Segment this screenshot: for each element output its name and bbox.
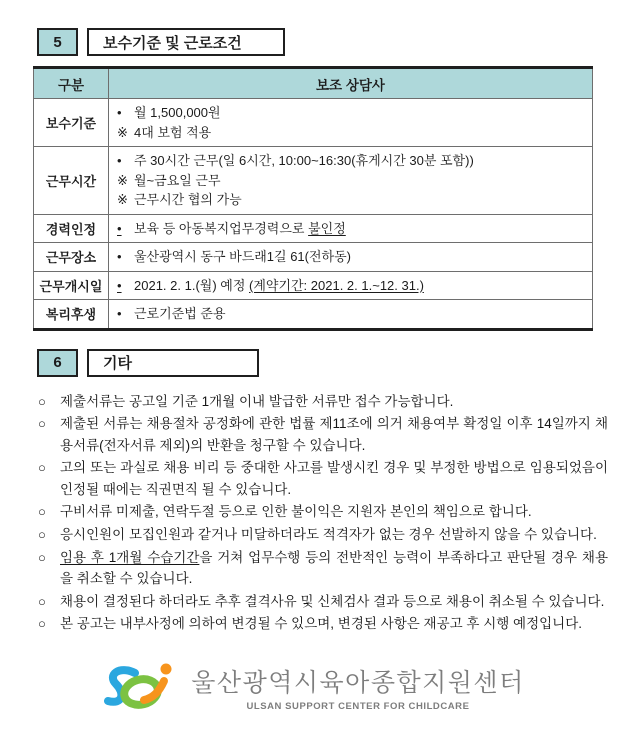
circle-bullet-icon: ○ — [38, 593, 46, 609]
content-line — [117, 103, 584, 123]
circle-bullet-icon: ○ — [38, 616, 46, 632]
table-row — [34, 214, 593, 243]
text-run: 고의 또는 과실로 채용 비리 등 중대한 사고를 발생시킨 경우 및 부정한 방법으로 임용되었음이 인정될 때에는 직권면직 될 수 있습니다. — [60, 460, 608, 497]
line-marker: • — [117, 306, 122, 321]
text-run: 제출된 서류는 채용절차 공정화에 관한 법률 제11조에 의거 채용여부 확정일 이후 14일까지 채용서류(전자서류 제외)의 반환을 청구할 수 있습니다. — [60, 416, 608, 453]
table-row — [34, 271, 593, 300]
circle-bullet-icon: ○ — [38, 460, 46, 476]
content-line — [117, 304, 584, 324]
row-label: 복리후생 — [34, 300, 109, 330]
note-item — [38, 501, 608, 523]
conditions-table — [33, 66, 593, 331]
section-6-header — [37, 349, 626, 377]
underlined-text: 불인정 — [308, 220, 346, 236]
line-text — [134, 276, 424, 296]
line-text — [134, 219, 346, 239]
note-item — [38, 413, 608, 456]
content-line — [117, 219, 584, 239]
note-item — [38, 547, 608, 590]
note-item — [38, 591, 608, 613]
text-run: 주 30시간 근무(일 6시간, 10:00~16:30(휴게시간 30분 포함)) — [134, 153, 474, 168]
circle-bullet-icon: ○ — [38, 504, 46, 520]
section-5-number: 5 — [37, 28, 78, 56]
line-text — [134, 247, 351, 267]
note-item — [38, 391, 608, 413]
row-label: 근무시간 — [34, 147, 109, 215]
section-5-title: 보수기준 및 근로조건 — [87, 28, 285, 56]
table-row — [34, 300, 593, 330]
logo — [0, 658, 626, 716]
circle-bullet-icon: ○ — [38, 416, 46, 432]
line-marker: • — [117, 220, 122, 236]
line-marker: • — [117, 277, 122, 293]
row-label: 보수기준 — [34, 99, 109, 147]
text-run: 근로기준법 준용 — [134, 306, 226, 321]
note-item — [38, 524, 608, 546]
line-text — [134, 123, 211, 143]
table-header-role: 보조 상담사 — [109, 68, 593, 99]
row-content — [109, 300, 593, 330]
line-marker: • — [117, 105, 122, 120]
text-run: 채용이 결정된다 하더라도 추후 결격사유 및 신체검사 결과 등으로 채용이 취소될 수 있습니다. — [60, 593, 605, 609]
section-5-header — [37, 28, 626, 56]
table-row — [34, 147, 593, 215]
line-text — [134, 190, 242, 210]
line-marker: ※ — [117, 192, 128, 207]
underlined-text: (계약기간: 2021. 2. 1.~12. 31.) — [249, 277, 424, 293]
line-text — [134, 304, 226, 324]
notes-list — [38, 391, 608, 636]
circle-bullet-icon: ○ — [38, 393, 46, 409]
text-run: 4대 보험 적용 — [134, 124, 212, 140]
table-header-category: 구분 — [34, 68, 109, 99]
table-row — [34, 99, 593, 147]
text-run: 제출서류는 공고일 기준 1개월 이내 발급한 서류만 접수 가능합니다. — [60, 393, 454, 409]
content-line — [117, 190, 584, 210]
text-run: 본 공고는 내부사정에 의하여 변경될 수 있으며, 변경된 사항은 재공고 후 시행 예정입니다. — [60, 616, 582, 632]
text-run: 보육 등 아동복지업무경력으로 — [134, 220, 309, 236]
logo-korean-text: 울산광역시육아종합지원센터 — [191, 668, 525, 697]
line-marker: • — [117, 153, 122, 168]
row-content — [109, 99, 593, 147]
circle-bullet-icon: ○ — [38, 527, 46, 543]
line-text — [134, 151, 474, 171]
text-run: 구비서류 미제출, 연락두절 등으로 인한 불이익은 지원자 본인의 책임으로 합니다. — [60, 504, 532, 520]
text-run: 2021. 2. 1.(월) 예정 — [134, 277, 249, 293]
logo-english-text: ULSAN SUPPORT CENTER FOR CHILDCARE — [246, 700, 470, 712]
section-6-title: 기타 — [87, 349, 259, 377]
row-label: 근무장소 — [34, 243, 109, 272]
logo-text — [191, 663, 524, 712]
content-line — [117, 247, 584, 267]
table-header-row — [34, 68, 593, 99]
row-content — [109, 147, 593, 215]
row-label: 근무개시일 — [34, 271, 109, 300]
line-marker: ※ — [117, 124, 128, 140]
line-marker: ※ — [117, 172, 128, 188]
note-item — [38, 457, 608, 500]
underlined-text: 임용 후 1개월 수습기간 — [60, 549, 200, 565]
line-marker: • — [117, 249, 122, 264]
row-content — [109, 243, 593, 272]
table-row — [34, 243, 593, 272]
row-label: 경력인정 — [34, 214, 109, 243]
row-content — [109, 214, 593, 243]
content-line — [117, 276, 584, 296]
content-line — [117, 151, 584, 171]
content-line — [117, 171, 584, 191]
row-content — [109, 271, 593, 300]
text-run: 근무시간 협의 가능 — [134, 192, 242, 207]
line-text — [134, 103, 221, 123]
line-text — [134, 171, 221, 191]
text-run: 응시인원이 모집인원과 같거나 미달하더라도 적격자가 없는 경우 선발하지 않을 수 있습니다. — [60, 527, 597, 543]
section-6-number: 6 — [37, 349, 78, 377]
content-line — [117, 123, 584, 143]
text-run: 울산광역시 동구 바드래1길 61(전하동) — [134, 249, 351, 264]
note-item — [38, 613, 608, 635]
text-run: 월~금요일 근무 — [134, 172, 221, 188]
circle-bullet-icon: ○ — [38, 549, 46, 565]
text-run: 월 1,500,000원 — [134, 105, 221, 120]
text-run: 을 거쳐 업무수행 등의 전반적인 능력이 부족하다고 판단될 경우 채용을 취소할 수 있습니다. — [60, 549, 608, 587]
childcare-center-logo-icon — [101, 658, 183, 716]
